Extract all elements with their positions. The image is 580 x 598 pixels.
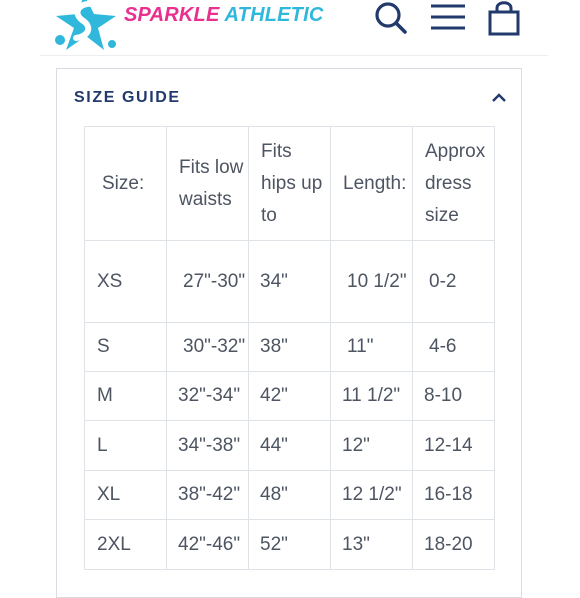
cell-waist: 27"-30" (167, 241, 249, 323)
size-guide-table (84, 126, 495, 570)
cell-hips: 34" (249, 241, 331, 323)
cell-waist: 30"-32" (167, 323, 249, 372)
table-row (85, 241, 495, 323)
shopping-bag-icon[interactable] (486, 0, 522, 36)
table-row (85, 421, 495, 471)
cell-dress-size: 12-14 (413, 421, 495, 471)
cell-size: M (85, 372, 167, 421)
chevron-up-icon[interactable] (491, 91, 507, 103)
table-row (85, 471, 495, 520)
cell-waist: 38"-42" (167, 471, 249, 520)
cell-hips: 38" (249, 323, 331, 372)
cell-waist: 42"-46" (167, 520, 249, 570)
cell-length: 13" (331, 520, 413, 570)
column-header-hips: Fits hips up to (249, 127, 331, 241)
cell-size: XS (85, 241, 167, 323)
cell-length: 11" (331, 323, 413, 372)
column-header-waist: Fits low waists (167, 127, 249, 241)
cell-dress-size: 8-10 (413, 372, 495, 421)
cell-size: XL (85, 471, 167, 520)
cell-dress-size: 0-2 (413, 241, 495, 323)
brand-name-part2: ATHLETIC (224, 4, 324, 26)
cell-size: 2XL (85, 520, 167, 570)
column-header-size: Size: (85, 127, 167, 241)
menu-icon[interactable] (428, 0, 468, 36)
cell-size: S (85, 323, 167, 372)
cell-dress-size: 16-18 (413, 471, 495, 520)
table-row (85, 372, 495, 421)
cell-length: 12" (331, 421, 413, 471)
column-header-length: Length: (331, 127, 413, 241)
site-header (0, 0, 580, 55)
cell-hips: 44" (249, 421, 331, 471)
cell-hips: 52" (249, 520, 331, 570)
cell-size: L (85, 421, 167, 471)
cell-length: 11 1/2" (331, 372, 413, 421)
brand-name-part1: SPARKLE (124, 4, 220, 26)
size-guide-title[interactable]: SIZE GUIDE (74, 89, 181, 106)
header-divider (40, 55, 548, 56)
search-icon[interactable] (372, 0, 408, 36)
cell-dress-size: 18-20 (413, 520, 495, 570)
cell-length: 12 1/2" (331, 471, 413, 520)
cell-hips: 48" (249, 471, 331, 520)
cell-hips: 42" (249, 372, 331, 421)
sparkle-logo-icon[interactable] (54, 0, 124, 54)
cell-dress-size: 4-6 (413, 323, 495, 372)
table-row (85, 520, 495, 570)
brand-logo-text[interactable] (124, 4, 324, 27)
table-header-row (85, 127, 495, 241)
cell-waist: 34"-38" (167, 421, 249, 471)
cell-waist: 32"-34" (167, 372, 249, 421)
column-header-dress-size: Approx dress size (413, 127, 495, 241)
cell-length: 10 1/2" (331, 241, 413, 323)
table-row (85, 323, 495, 372)
